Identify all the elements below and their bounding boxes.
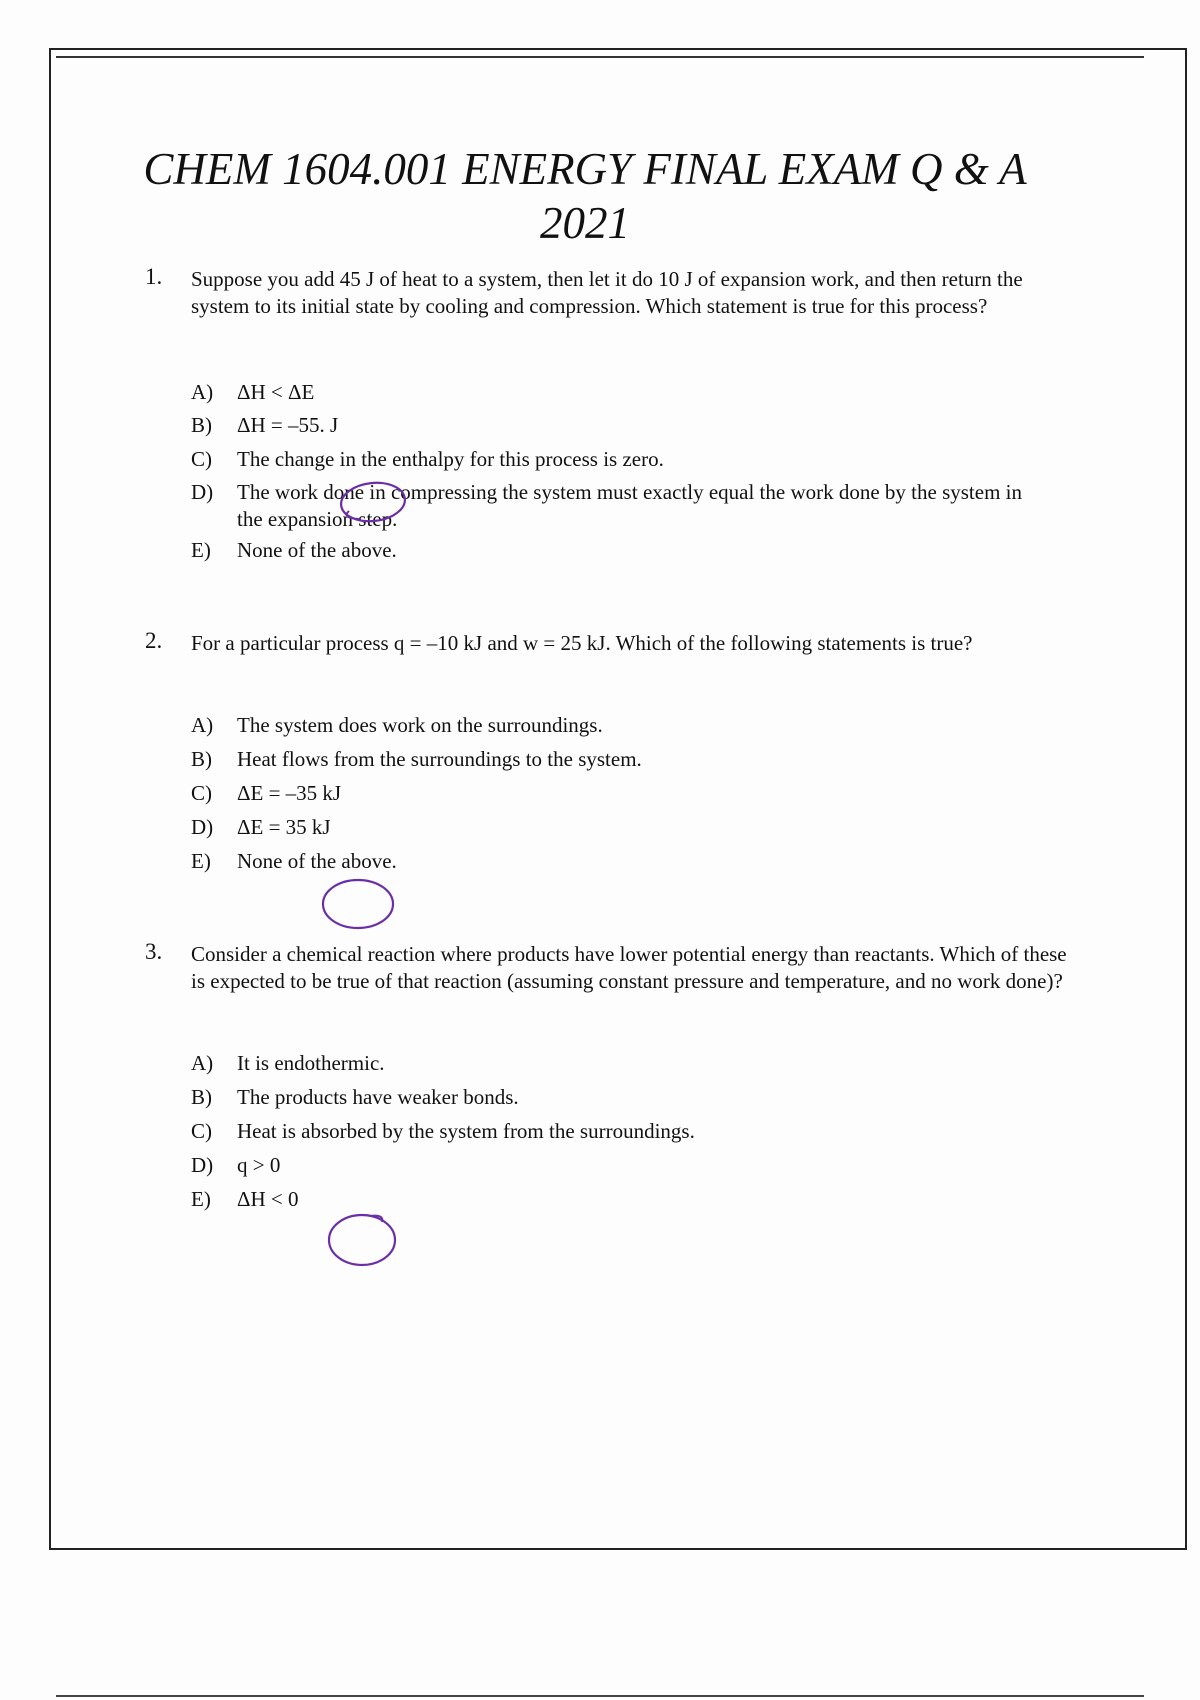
bottom-rule [56, 1695, 1144, 1697]
question-3-option-a [191, 1050, 385, 1077]
option-text: Heat is absorbed by the system from the surroundings. [237, 1119, 695, 1143]
option-text: The change in the enthalpy for this process is zero. [237, 447, 664, 471]
question-1-option-c [191, 446, 664, 473]
pen-circle-mark [324, 1210, 404, 1270]
option-text: The products have weaker bonds. [237, 1085, 519, 1109]
option-text: ΔH < 0 [237, 1187, 299, 1211]
option-text: ΔH < ΔE [237, 380, 315, 404]
question-2-option-c [191, 780, 341, 807]
question-3-option-e [191, 1186, 299, 1213]
question-1-option-b [191, 412, 338, 439]
option-text: q > 0 [237, 1153, 281, 1177]
option-letter: E) [191, 849, 211, 873]
question-3-option-d [191, 1152, 280, 1179]
option-text: None of the above. [237, 538, 397, 562]
question-1-option-a [191, 379, 314, 406]
option-text: It is endothermic. [237, 1051, 385, 1075]
option-text: ΔE = –35 kJ [237, 781, 342, 805]
page-title [60, 142, 1110, 250]
option-letter: A) [191, 380, 214, 404]
title-line-1: CHEM 1604.001 ENERGY FINAL EXAM Q & A [143, 144, 1027, 194]
option-letter: D) [191, 815, 214, 839]
question-2-option-d [191, 814, 331, 841]
option-letter: C) [191, 1119, 212, 1143]
option-text: None of the above. [237, 849, 397, 873]
question-1-number: 1. [145, 264, 163, 289]
option-letter: D) [191, 480, 214, 504]
question-3-option-c [191, 1118, 695, 1145]
option-letter: A) [191, 1051, 214, 1075]
question-2-option-a [191, 712, 603, 739]
option-letter: D) [191, 1153, 214, 1177]
question-2-option-e [191, 848, 397, 875]
option-letter: B) [191, 1085, 212, 1109]
question-1-option-d [191, 479, 1061, 533]
question-3-text: Consider a chemical reaction where products have lower potential energy than reactants. Which of these is expected to be true of that reaction (assuming constant pressure and temperature, and no work done)? [191, 942, 1067, 993]
option-letter: C) [191, 781, 212, 805]
question-2-text: For a particular process q = –10 kJ and w = 25 kJ. Which of the following statements is true? [191, 631, 973, 655]
option-letter: B) [191, 747, 212, 771]
option-letter: A) [191, 713, 214, 737]
top-rule [56, 56, 1144, 58]
question-3-option-b [191, 1084, 519, 1111]
title-line-2: 2021 [540, 198, 630, 248]
question-1-text: Suppose you add 45 J of heat to a system, then let it do 10 J of expansion work, and then return the system to its initial state by cooling and compression. Which statement is true for this process? [191, 267, 1023, 318]
question-2-number: 2. [145, 628, 163, 653]
option-text: The work done in compressing the system must exactly equal the work done by the system in the expansion step. [237, 480, 1023, 531]
option-text: ΔE = 35 kJ [237, 815, 331, 839]
option-letter: C) [191, 447, 212, 471]
option-text: The system does work on the surroundings. [237, 713, 603, 737]
question-3-number: 3. [145, 939, 163, 964]
option-letter: E) [191, 1187, 211, 1211]
option-letter: B) [191, 413, 212, 437]
pen-circle-mark [318, 876, 398, 932]
question-1-option-e [191, 537, 397, 564]
option-text: Heat flows from the surroundings to the system. [237, 747, 642, 771]
pen-circle-mark [335, 478, 415, 528]
question-2-option-b [191, 746, 642, 773]
option-letter: E) [191, 538, 211, 562]
option-text: ΔH = –55. J [237, 413, 339, 437]
